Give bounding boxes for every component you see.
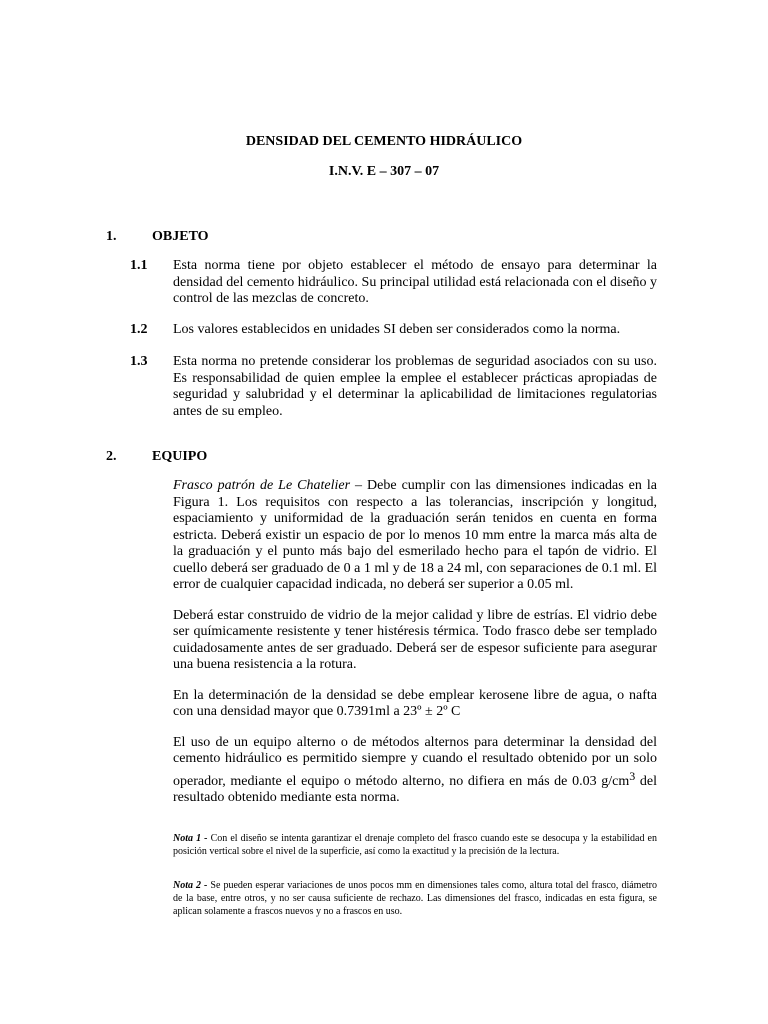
note-1-text: Con el diseño se intenta garantizar el drenaje completo del frasco cuando este se desocupa y la estabilidad en posición vertical sobre el nivel de la superficie, así como la exactitud y la precisión de la lectura. [173, 833, 657, 857]
section-1-number: 1. [106, 229, 117, 244]
paragraph-kerosene: En la determinación de la densidad se debe emplear kerosene libre de agua, o nafta con una densidad mayor que 0.7391ml a 23º ± 2º C [173, 687, 657, 719]
note-2 [173, 879, 657, 918]
paragraph-equipo-alterno [173, 735, 657, 807]
note-1 [173, 832, 657, 858]
section-1-title: OBJETO [152, 229, 209, 244]
paragraph-vidrio: Deberá estar construido de vidrio de la mejor calidad y libre de estrías. El vidrio debe ser químicamente resistente y tener histéresis térmica. Todo frasco debe ser templado cuidadosamente antes de ser graduado. Deberá ser de espesor suficiente para asegurar una buena resistencia a la rotura. [173, 607, 657, 672]
norm-code: I.N.V. E – 307 – 07 [328, 164, 440, 179]
item-1-2-text: Los valores establecidos en unidades SI deben ser considerados como la norma. [173, 322, 621, 337]
note-1-label: Nota 1 - [173, 833, 208, 844]
paragraph-frasco [173, 478, 657, 594]
item-1-1-number: 1.1 [130, 258, 148, 273]
item-1-3-text: Esta norma no pretende considerar los problemas de seguridad asociados con su uso. Es responsabilidad de quien emplee la emplee el establecer prácticas apropiadas de seguridad y salubridad y el determinar la aplicabilidad de limitaciones regulatorias antes de su empleo. [173, 354, 657, 419]
item-1-2-number: 1.2 [130, 322, 148, 337]
note-2-label: Nota 2 - [173, 880, 208, 891]
section-2-number: 2. [106, 449, 117, 464]
alterno-text-b: del resultado obtenido mediante esta norma. [173, 773, 658, 805]
note-2-text: Se pueden esperar variaciones de unos pocos mm en dimensiones tales como, altura total del frasco, diámetro de la base, entre otros, y no ser causa suficiente de rechazo. Las dimensiones del frasco, indicadas en esta figura, se aplican solamente a frascos nuevos y no a frascos en uso. [173, 880, 657, 917]
frasco-text: – Debe cumplir con las dimensiones indicadas en la Figura 1. Los requisitos con respecto a las tolerancias, inscripción y longitud, espaciamiento y uniformidad de la graduación serán tenidos en cuenta en forma estricta. Deberá existir un espacio de por lo menos 10 mm entre la marca más alta de la graduación y el punto más bajo del esmerilado hecho para el tapón de vidrio. El cuello deberá ser graduado de 0 a 1 ml y de 18 a 24 ml, con separaciones de 0.1 ml. El error de cualquier capacidad indicada, no deberá ser superior a 0.05 ml. [173, 478, 658, 592]
frasco-lead: Frasco patrón de Le Chatelier [173, 478, 351, 493]
alterno-text-a: El uso de un equipo alterno o de métodos alternos para determinar la densidad del cemento hidráulico es permitido siempre y cuando el resultado obtenido por un solo operador, mediante el equipo o método alterno, no difiera en más de 0.03 g/cm [173, 734, 657, 789]
section-2-title: EQUIPO [152, 449, 208, 464]
document-title: DENSIDAD DEL CEMENTO HIDRÁULICO [245, 134, 523, 149]
item-1-3-number: 1.3 [130, 354, 148, 369]
alterno-superscript: 3 [629, 768, 636, 783]
section-2-body [173, 478, 657, 821]
item-1-1-text: Esta norma tiene por objeto establecer el método de ensayo para determinar la densidad del cemento hidráulico. Su principal utilidad está relacionada con el diseño y control de las mezclas de concreto. [173, 258, 658, 306]
